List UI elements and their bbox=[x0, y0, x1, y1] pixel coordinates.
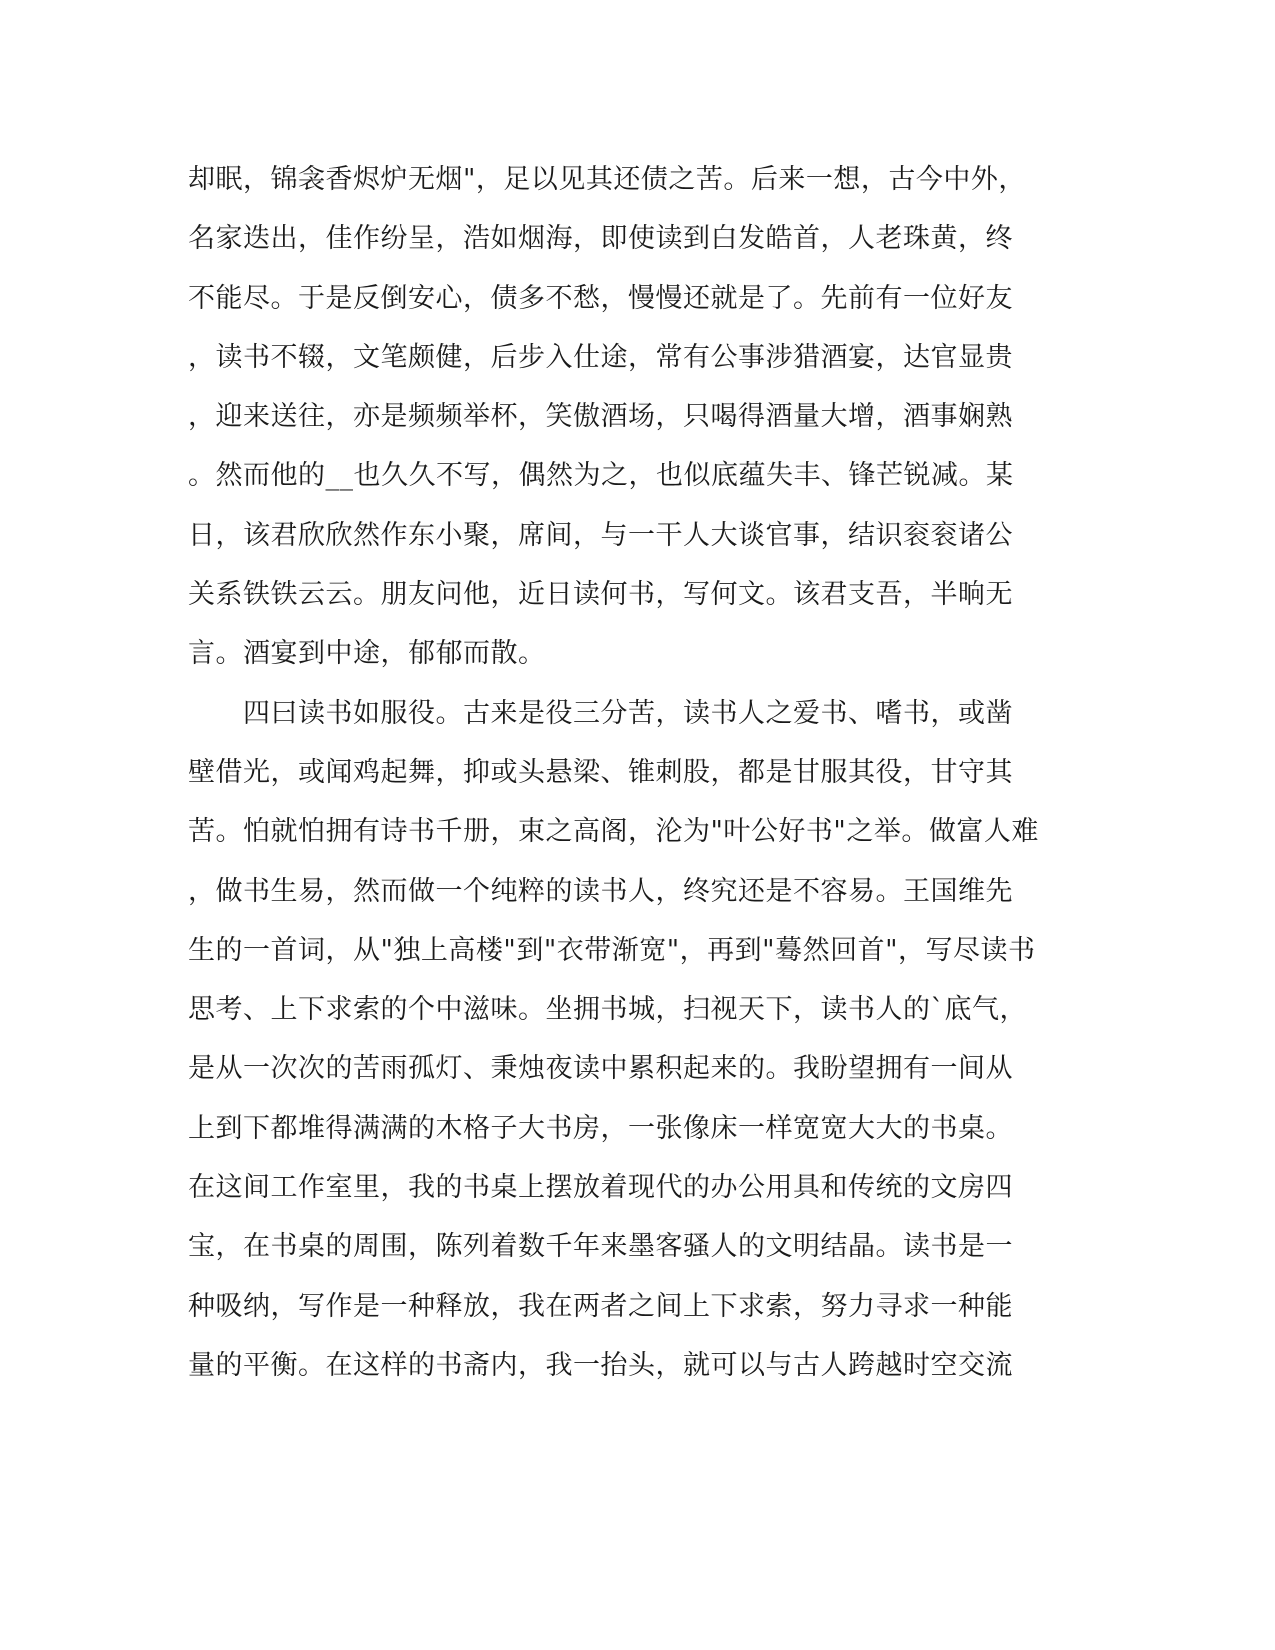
body-text bbox=[188, 150, 1088, 1395]
text-line: 壁借光，或闻鸡起舞，抑或头悬梁、锥刺股，都是甘服其役，甘守其 bbox=[188, 756, 1013, 788]
text-line: 名家迭出，佳作纷呈，浩如烟海，即使读到白发皓首，人老珠黄，终 bbox=[188, 223, 1013, 255]
text-line: 思考、上下求索的个中滋味。坐拥书城，扫视天下，读书人的`底气， bbox=[188, 994, 1027, 1026]
text-line: 四曰读书如服役。古来是役三分苦，读书人之爱书、嗜书，或凿 bbox=[188, 697, 1013, 729]
text-line: 日，该君欣欣然作东小聚，席间，与一干人大谈官事，结识衮衮诸公 bbox=[188, 519, 1013, 551]
text-line: ，读书不辍，文笔颇健，后步入仕途，常有公事涉猎酒宴，达官显贵 bbox=[188, 341, 1013, 373]
text-line: ，做书生易，然而做一个纯粹的读书人，终究还是不容易。王国维先 bbox=[188, 875, 1013, 907]
text-line: 在这间工作室里，我的书桌上摆放着现代的办公用具和传统的文房四 bbox=[188, 1172, 1013, 1204]
text-line: 言。酒宴到中途，郁郁而散。 bbox=[188, 638, 546, 670]
text-line: ，迎来送往，亦是频频举杯，笑傲酒场，只喝得酒量大增，酒事娴熟 bbox=[188, 401, 1013, 433]
text-line: 关系铁铁云云。朋友问他，近日读何书，写何文。该君支吾，半晌无 bbox=[188, 579, 1013, 611]
paragraph-1 bbox=[188, 150, 1088, 684]
text-line: 上到下都堆得满满的木格子大书房，一张像床一样宽宽大大的书桌。 bbox=[188, 1112, 1013, 1144]
text-line: 却眠，锦衾香烬炉无烟"，足以见其还债之苦。后来一想，古今中外， bbox=[188, 164, 1026, 195]
text-line: 。然而他的__也久久不写，偶然为之，也似底蕴失丰、锋芒锐减。某 bbox=[188, 460, 1014, 492]
text-line: 生的一首词，从"独上高楼"到"衣带渐宽"，再到"蓦然回首"，写尽读书 bbox=[188, 934, 1036, 966]
text-line: 不能尽。于是反倒安心，债多不愁，慢慢还就是了。先前有一位好友 bbox=[188, 282, 1013, 314]
text-line: 是从一次次的苦雨孤灯、秉烛夜读中累积起来的。我盼望拥有一间从 bbox=[188, 1053, 1013, 1085]
text-line: 量的平衡。在这样的书斋内，我一抬头，就可以与古人跨越时空交流 bbox=[188, 1349, 1013, 1381]
paragraph-2 bbox=[188, 684, 1088, 1396]
text-line: 种吸纳，写作是一种释放，我在两者之间上下求索，努力寻求一种能 bbox=[188, 1290, 1013, 1322]
text-line: 宝，在书桌的周围，陈列着数千年来墨客骚人的文明结晶。读书是一 bbox=[188, 1231, 1013, 1263]
text-line: 苦。怕就怕拥有诗书千册，束之高阁，沦为"叶公好书"之举。做富人难 bbox=[188, 816, 1039, 848]
